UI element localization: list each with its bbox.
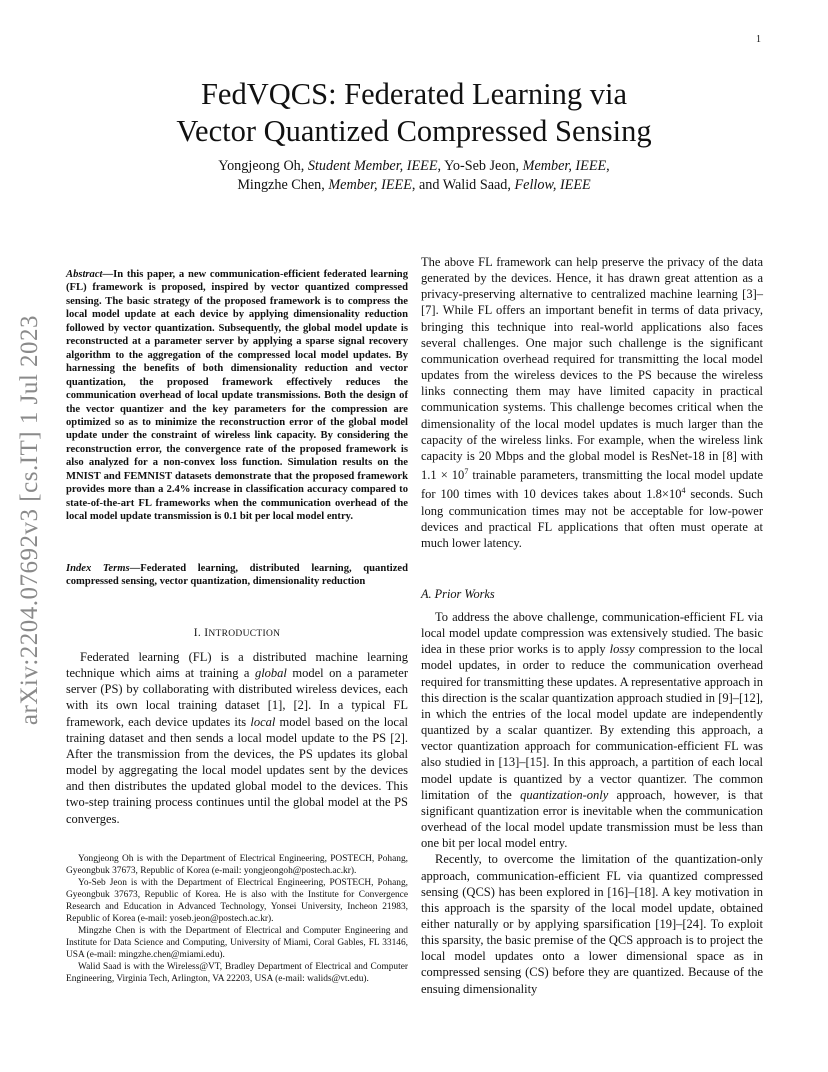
author-saad: , and Walid Saad, bbox=[411, 177, 515, 193]
author-oh: Yongjeong Oh, bbox=[218, 158, 308, 174]
superscript: 7 bbox=[464, 467, 469, 477]
author-line-2 bbox=[100, 176, 728, 195]
paper-title bbox=[100, 76, 728, 150]
abstract bbox=[66, 268, 408, 524]
author-separator: , bbox=[606, 158, 610, 174]
prior-works-paragraph-1 bbox=[421, 609, 763, 851]
author-chen: Mingzhe Chen, bbox=[237, 177, 329, 193]
paragraph-text: The above FL framework can help preserve the privacy of the data generated by the devices. Hence, it has drawn great attention as a privacy-preserving alternative to centralized machine learning [3]–[7]. While FL offers an important benefit in terms of data privacy, bringing this technique into real-world applications also faces several challenges. One major such challenge is the significant communication overhead required for transmitting the local model updates from the wireless devices to the PS because the wireless links connecting them may have limited capacity in practical communication systems. This challenge becomes critical when the dimensionality of the local model updates is much larger than the capacity of the wireless links. For example, when the wireless link capacity is 20 Mbps and the global model is ResNet-18 in [8] with 1.1 × 10 bbox=[421, 255, 763, 483]
paragraph-body bbox=[421, 254, 763, 551]
author-list bbox=[100, 157, 728, 195]
intro-text: model on a parameter server (PS) by collaborating with distributed wireless devices, each with its own local training dataset [1], [2]. In a typical FL framework, each device updates its bbox=[66, 666, 408, 729]
author-role: Member, IEEE bbox=[328, 177, 412, 193]
footnote-saad: Walid Saad is with the Wireless@VT, Bradley Department of Electrical and Computer Engineering, Virginia Tech, Arlington, VA 22203, USA (e-mail: walids@vt.edu). bbox=[66, 962, 408, 985]
section-numeral: I. bbox=[193, 627, 205, 639]
intro-text: model based on the local training dataset and then sends a local model update to the PS [2]. After the transmission from the devices, the PS updates its global model by aggregating the local model updates sent by the devices and then distributes the updated global model to the devices. This two-step training process continues until the global model at the PS converges. bbox=[66, 714, 408, 826]
author-role: Student Member, IEEE bbox=[307, 158, 438, 174]
section-heading-introduction bbox=[66, 627, 408, 639]
footnote-chen: Mingzhe Chen is with the Department of Electrical and Computer Engineering and Institute for Data Science and Computing, University of Miami, Coral Gables, FL 33146, USA (e-mail: mingzhe.chen@miami.edu). bbox=[66, 926, 408, 961]
intro-emphasis: local bbox=[250, 714, 276, 729]
author-footnotes bbox=[66, 853, 408, 986]
intro-emphasis: global bbox=[254, 666, 287, 681]
author-jeon: , Yo-Seb Jeon, bbox=[437, 158, 523, 174]
superscript: 4 bbox=[681, 486, 686, 496]
paragraph-emphasis: quantization-only bbox=[520, 787, 609, 802]
intro-text: Federated learning (FL) is a distributed machine learning technique which aims at training a bbox=[66, 650, 408, 681]
section-title-rest: NTRODUCTION bbox=[208, 629, 281, 639]
title-line-1: FedVQCS: Federated Learning via bbox=[200, 77, 628, 111]
arxiv-stamp bbox=[12, 290, 48, 750]
author-line-1 bbox=[100, 157, 728, 176]
right-paragraph-1 bbox=[421, 254, 763, 551]
paragraph-text: seconds. Such long communication times may not be acceptable for low-power devices and practical FL applications that often must operate at much lower latency. bbox=[421, 487, 763, 550]
author-role: Member, IEEE bbox=[522, 158, 607, 174]
abstract-text: —In this paper, a new communication-efficient federated learning (FL) framework is proposed, inspired by vector quantized compressed sensing. The basic strategy of the proposed framework is to compress the local model update at each device by applying dimensionality reduction followed by vector quantization. Subsequently, the global model update is reconstructed at a parameter server by applying a sparse signal recovery algorithm to the aggregation of the compressed local model updates. By harnessing the benefits of both dimensionality reduction and vector quantization, the proposed framework effectively reduces the communication overhead of local update transmissions. Both the design of the vector quantizer and the key parameters for the compression are optimized so as to minimize the reconstruction error of the global model update under the constraint of wireless link capacity. By considering the reconstruction error, the convergence rate of the proposed framework is also analyzed for a non-convex loss function. Simulation results on the MNIST and FEMNIST datasets demonstrate that the proposed framework provides more than a 2.4% increase in classification accuracy compared to state-of-the-art FL frameworks when the communication overhead of the local model update transmission is 0.1 bit per local model entry. bbox=[66, 269, 408, 523]
introduction-paragraph bbox=[66, 649, 408, 827]
footnote-oh: Yongjeong Oh is with the Department of Electrical Engineering, POSTECH, Pohang, Gyeongbuk 37673, Republic of Korea (e-mail: yongjeongoh@postech.ac.kr). bbox=[66, 854, 408, 877]
title-line-2: Vector Quantized Compressed Sensing bbox=[176, 114, 652, 148]
author-role: Fellow, IEEE bbox=[514, 177, 591, 193]
section-first-letter: I bbox=[204, 627, 209, 639]
arxiv-stamp-text: arXiv:2204.07692v3 [cs.IT] 1 Jul 2023 bbox=[16, 314, 43, 726]
paragraph-text: approach, however, is that significant quantization error is inevitable when the communication overhead of the local model update transmission must be less than one bit per local model entry. bbox=[421, 787, 763, 851]
paragraph-text: To address the above challenge, communication-efficient FL via local model update compression was extensively studied. The basic idea in these prior works is to apply bbox=[421, 610, 763, 657]
index-terms-text: —Federated learning, distributed learning, quantized compressed sensing, vector quantization, dimensionality reduction bbox=[66, 563, 408, 588]
right-paragraphs-prior-works bbox=[421, 609, 763, 997]
subsection-heading-prior-works: A. Prior Works bbox=[421, 587, 495, 601]
paragraph-text: compression to the local model updates, in order to reduce the communication overhead required for transmitting these updates. A representative approach in this direction is the scalar quantization approach studied in [9]–[12], in which the entries of the local model update are independently quantized by a scalar quantizer. By extending this approach, a vector quantization approach for communication-efficient FL was also studied in [13]–[15]. In this approach, a partition of each local model update is quantized by a vector quantizer. The common limitation of the bbox=[421, 642, 763, 802]
page-number: 1 bbox=[756, 34, 761, 45]
footnote-jeon: Yo-Seb Jeon is with the Department of Electrical Engineering, POSTECH, Pohang, Gyeongbuk 37673, Republic of Korea. He is also with the Institute for Convergence Research and Education in Advanced Technology, Yonsei University, Incheon 21983, Republic of Korea (e-mail: yoseb.jeon@postech.ac.kr). bbox=[66, 878, 408, 925]
paragraph-text: trainable parameters, transmitting the local model update for 100 times with 10 devices takes about 1.8×10 bbox=[421, 468, 763, 502]
abstract-label: Abstract bbox=[66, 269, 103, 280]
paragraph-emphasis: lossy bbox=[609, 642, 635, 657]
prior-works-paragraph-2: Recently, to overcome the limitation of the quantization-only approach, communication-efficient FL via quantized compressed sensing (QCS) has been explored in [16]–[18]. A key motivation in this approach is the sparsity of the local model update, obtained either naturally or by applying sparsification [19]–[24]. To exploit this sparsity, the basic premise of the QCS approach is to project the local model updates onto a lower dimensional space as in compressed sensing (CS) before they are quantized. Because of the ensuing dimensionality bbox=[421, 852, 763, 996]
index-terms-label: Index Terms bbox=[66, 563, 130, 574]
index-terms bbox=[66, 562, 408, 589]
